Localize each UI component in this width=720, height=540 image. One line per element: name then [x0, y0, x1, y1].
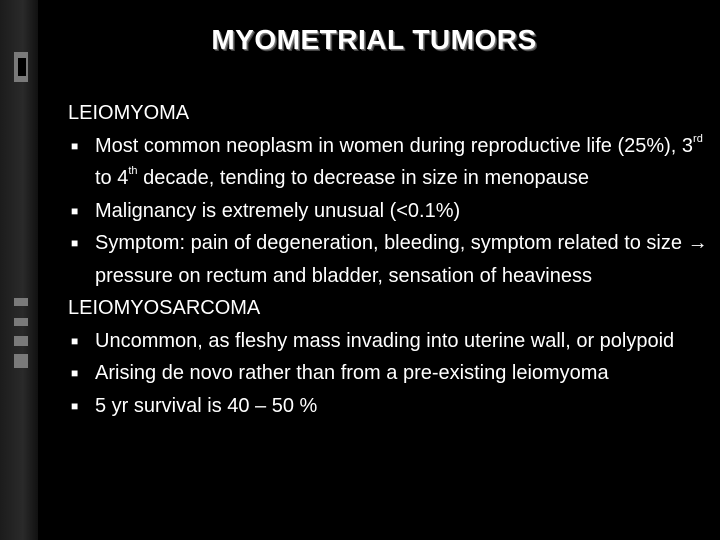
- slide-title: MYOMETRIAL TUMORS: [211, 24, 537, 55]
- bullet-text: pressure on rectum and bladder, sensation of heaviness: [95, 264, 592, 287]
- square-bullet-icon: ■: [71, 236, 79, 250]
- bullet-text: Arising de novo rather than from a pre-existing leiomyoma: [95, 362, 609, 384]
- bullet-text: Most common neoplasm in women during reproductive life (25%), 3: [95, 134, 694, 157]
- bullet-item: [68, 390, 708, 423]
- section-heading-leiomyoma: LEIOMYOMA: [68, 102, 190, 124]
- bullet-item: [68, 195, 708, 228]
- bullet-text: Malignancy is extremely unusual (<0.1%): [95, 199, 461, 222]
- bullet-text: to 4: [95, 167, 129, 189]
- bullet-item: [68, 357, 708, 390]
- square-bullet-icon: ■: [71, 366, 79, 380]
- square-bullet-icon: ■: [71, 398, 79, 413]
- accent-marker: [14, 354, 28, 368]
- bullet-item: [68, 325, 708, 358]
- ordinal-suffix: rd: [693, 132, 703, 145]
- accent-marker: [14, 318, 28, 326]
- slide-body: [68, 97, 708, 422]
- bullet-text: decade, tending to decrease in size in menopause: [137, 167, 589, 189]
- accent-marker: [14, 298, 28, 306]
- right-arrow-icon: →: [687, 232, 708, 254]
- square-bullet-icon: ■: [71, 203, 79, 218]
- section-heading-leiomyosarcoma: LEIOMYOSARCOMA: [68, 297, 261, 319]
- bullet-text: Uncommon, as fleshy mass invading into uterine wall, or polypoid: [95, 329, 675, 352]
- bullet-item: [68, 130, 708, 195]
- accent-marker: [14, 336, 28, 346]
- bullet-item: [68, 227, 708, 292]
- bullet-text: 5 yr survival is 40 – 50 %: [95, 394, 318, 417]
- bullet-text: Symptom: pain of degeneration, bleeding, symptom related to size: [95, 232, 688, 254]
- square-bullet-icon: ■: [71, 333, 79, 348]
- ordinal-suffix: th: [128, 165, 138, 178]
- accent-marker-inner: [18, 58, 26, 76]
- square-bullet-icon: ■: [71, 138, 79, 153]
